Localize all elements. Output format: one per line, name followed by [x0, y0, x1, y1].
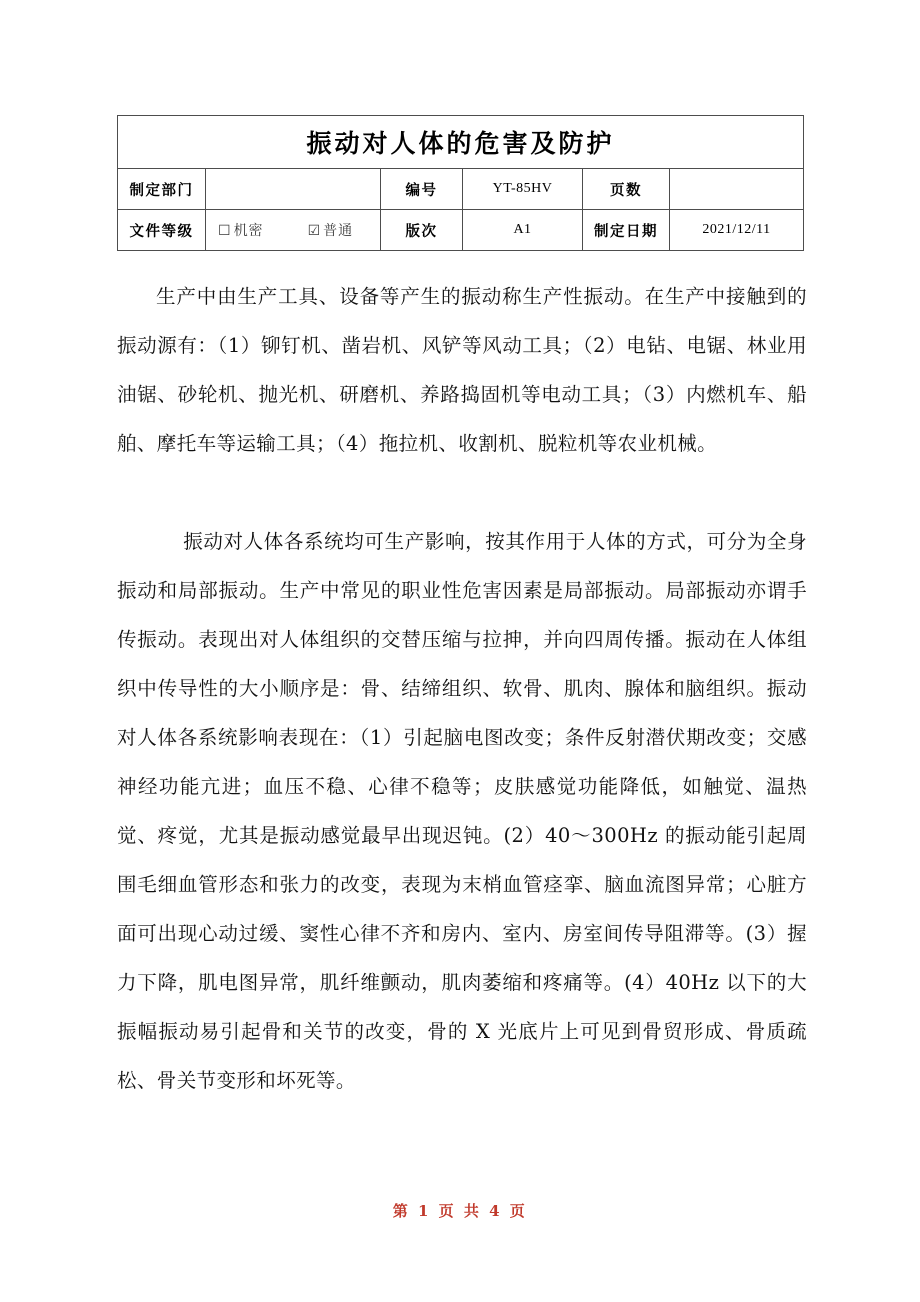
- value-doc-number[interactable]: YT-85HV: [463, 169, 583, 210]
- value-department[interactable]: [206, 169, 381, 210]
- table-row-title: [118, 116, 804, 169]
- value-issue-date[interactable]: 2021/12/11: [670, 210, 804, 251]
- document-header-table: [117, 115, 804, 251]
- checkbox-checked-icon: ☑: [307, 223, 322, 239]
- table-row-meta-1: [118, 169, 804, 210]
- page-footer: [0, 1200, 920, 1221]
- paragraph-1: 生产中由生产工具、设备等产生的振动称生产性振动。在生产中接触到的振动源有：（1）铆钉机、凿岩机、风铲等风动工具；（2）电钻、电锯、林业用油锯、砂轮机、抛光机、研磨机、养路捣固机等电动工具；（3）内燃机车、船舶、摩托车等运输工具；（4）拖拉机、收割机、脱粒机等农业机械。: [117, 285, 807, 455]
- paragraph-2: 振动对人体各系统均可生产影响，按其作用于人体的方式，可分为全身振动和局部振动。生产中常见的职业性危害因素是局部振动。局部振动亦谓手传振动。表现出对人体组织的交替压缩与拉抻，并向四周传播。振动在人体组织中传导性的大小顺序是：骨、结缔组织、软骨、肌肉、腺体和脑组织。振动对人体各系统影响表现在：（1）引起脑电图改变；条件反射潜伏期改变；交感神经功能亢进；血压不稳、心律不稳等；皮肤感觉功能降低，如触觉、温热觉、疼觉，尤其是振动感觉最早出现迟钝。(2）40～300Hz 的振动能引起周围毛细血管形态和张力的改变，表现为末梢血管痉挛、脑血流图异常；心脏方面可出现心动过缓、窦性心律不齐和房内、室内、房室间传导阻滞等。(3）握力下降，肌电图异常，肌纤维颤动，肌肉萎缩和疼痛等。(4）40Hz 以下的大振幅振动易引起骨和关节的改变，骨的 X 光底片上可见到骨贸形成、骨质疏松、骨关节变形和坏死等。: [117, 530, 807, 1092]
- table-row-meta-2: [118, 210, 804, 251]
- value-version[interactable]: A1: [463, 210, 583, 251]
- page-number-text: 第 1 页 共 4 页: [392, 1202, 528, 1220]
- checkbox-unchecked-icon: ☐: [218, 223, 232, 239]
- checkbox-confidential-label: 机密: [233, 223, 264, 239]
- checkbox-confidential[interactable]: [218, 220, 264, 240]
- document-body: [117, 272, 807, 1105]
- file-grade-options: [206, 210, 381, 251]
- checkbox-normal-label: 普通: [323, 223, 354, 239]
- label-page-count: 页数: [583, 169, 670, 210]
- value-page-count[interactable]: [670, 169, 804, 210]
- page-title: 振动对人体的危害及防护: [118, 116, 804, 169]
- label-doc-number: 编号: [381, 169, 463, 210]
- label-issue-date: 制定日期: [583, 210, 670, 251]
- checkbox-normal[interactable]: [308, 220, 354, 240]
- label-file-grade: 文件等级: [118, 210, 206, 251]
- label-version: 版次: [381, 210, 463, 251]
- label-department: 制定部门: [118, 169, 206, 210]
